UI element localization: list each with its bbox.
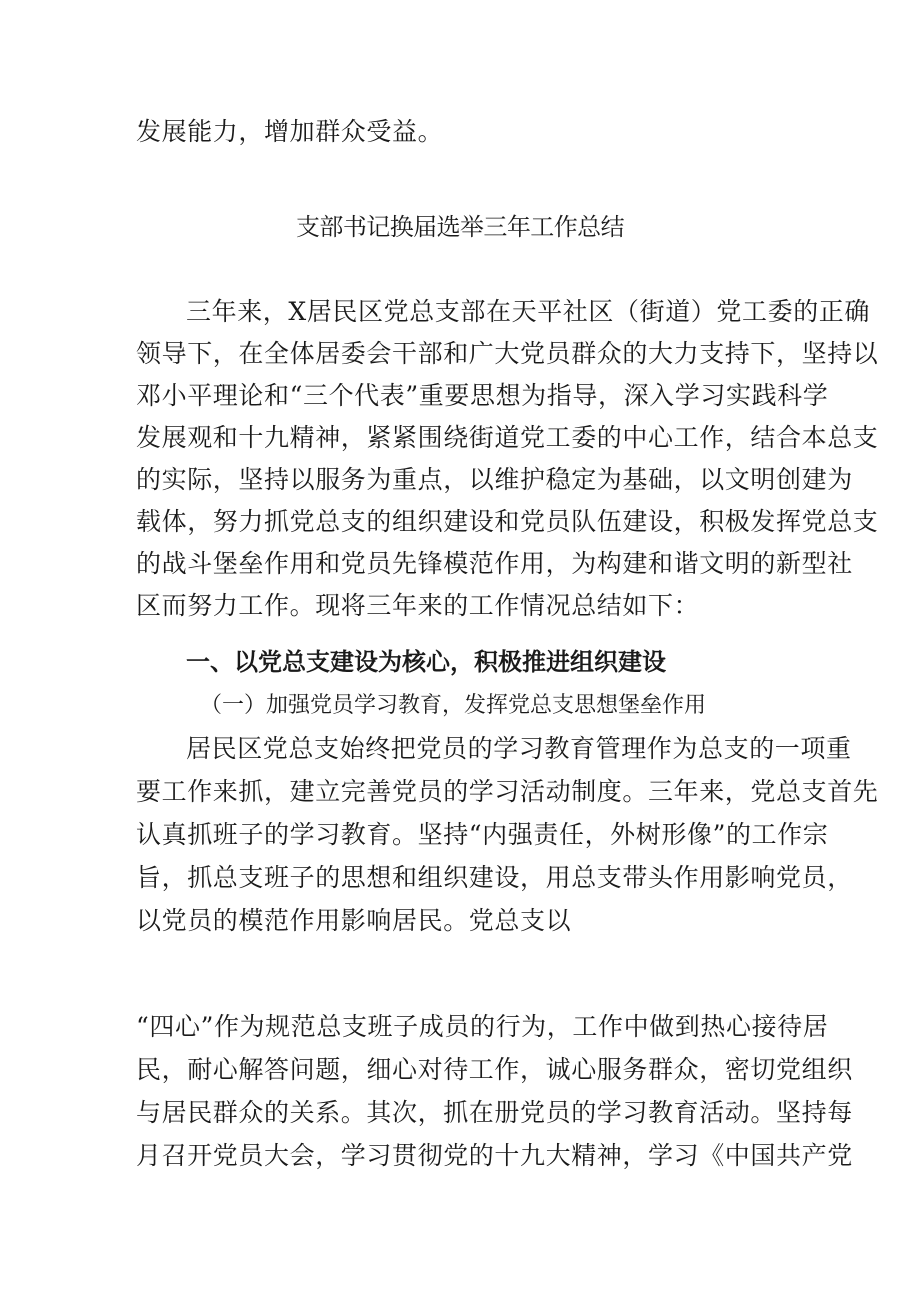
body-line-1: 居民区党总支始终把党员的学习教育管理作为总支的一项重 [186,734,852,763]
body-line-2: 要工作来抓，建立完善党员的学习活动制度。三年来，党总支首先 [136,777,879,806]
intro-line-4: 发展观和十九精神，紧紧围绕街道党工委的中心工作，结合本总支 [136,423,879,452]
body-line-3: 认真抓班子的学习教育。坚持“内强责任，外树形像”的工作宗 [136,820,829,849]
section-heading: 一、以党总支建设为核心，积极推进组织建设 [186,648,666,676]
intro-line-7: 的战斗堡垒作用和党员先锋模范作用，为构建和谐文明的新型社 [136,549,853,578]
continuation-line-1: “四心”作为规范总支班子成员的行为，工作中做到热心接待居 [136,1012,829,1041]
continuation-line-4: 月召开党员大会，学习贯彻党的十九大精神，学习《中国共产党 [136,1141,853,1170]
intro-line-2: 领导下，在全体居委会干部和广大党员群众的大力支持下，坚持以 [136,339,879,368]
top-fragment-line: 发展能力，增加群众受益。 [136,117,444,146]
subsection-heading: （一）加强党员学习教育，发挥党总支思想堡垒作用 [200,693,707,718]
intro-line-8: 区而努力工作。现将三年来的工作情况总结如下： [136,591,700,620]
continuation-line-3: 与居民群众的关系。其次，抓在册党员的学习教育活动。坚持每 [136,1098,853,1127]
document-title: 支部书记换届选举三年工作总结 [296,213,624,241]
intro-line-1: 三年来，X居民区党总支部在天平社区（街道）党工委的正确 [186,297,870,326]
intro-line-3: 邓小平理论和“三个代表”重要思想为指导，深入学习实践科学 [136,381,829,410]
continuation-line-2: 民，耐心解答问题，细心对待工作，诚心服务群众，密切党组织 [136,1055,853,1084]
intro-line-6: 载体，努力抓党总支的组织建设和党员队伍建设，积极发挥党总支 [136,507,879,536]
body-line-4: 旨，抓总支班子的思想和组织建设，用总支带头作用影响党员， [136,863,853,892]
intro-line-5: 的实际，坚持以服务为重点，以维护稳定为基础，以文明创建为 [136,465,853,494]
body-line-5: 以党员的模范作用影响居民。党总支以 [136,906,572,935]
